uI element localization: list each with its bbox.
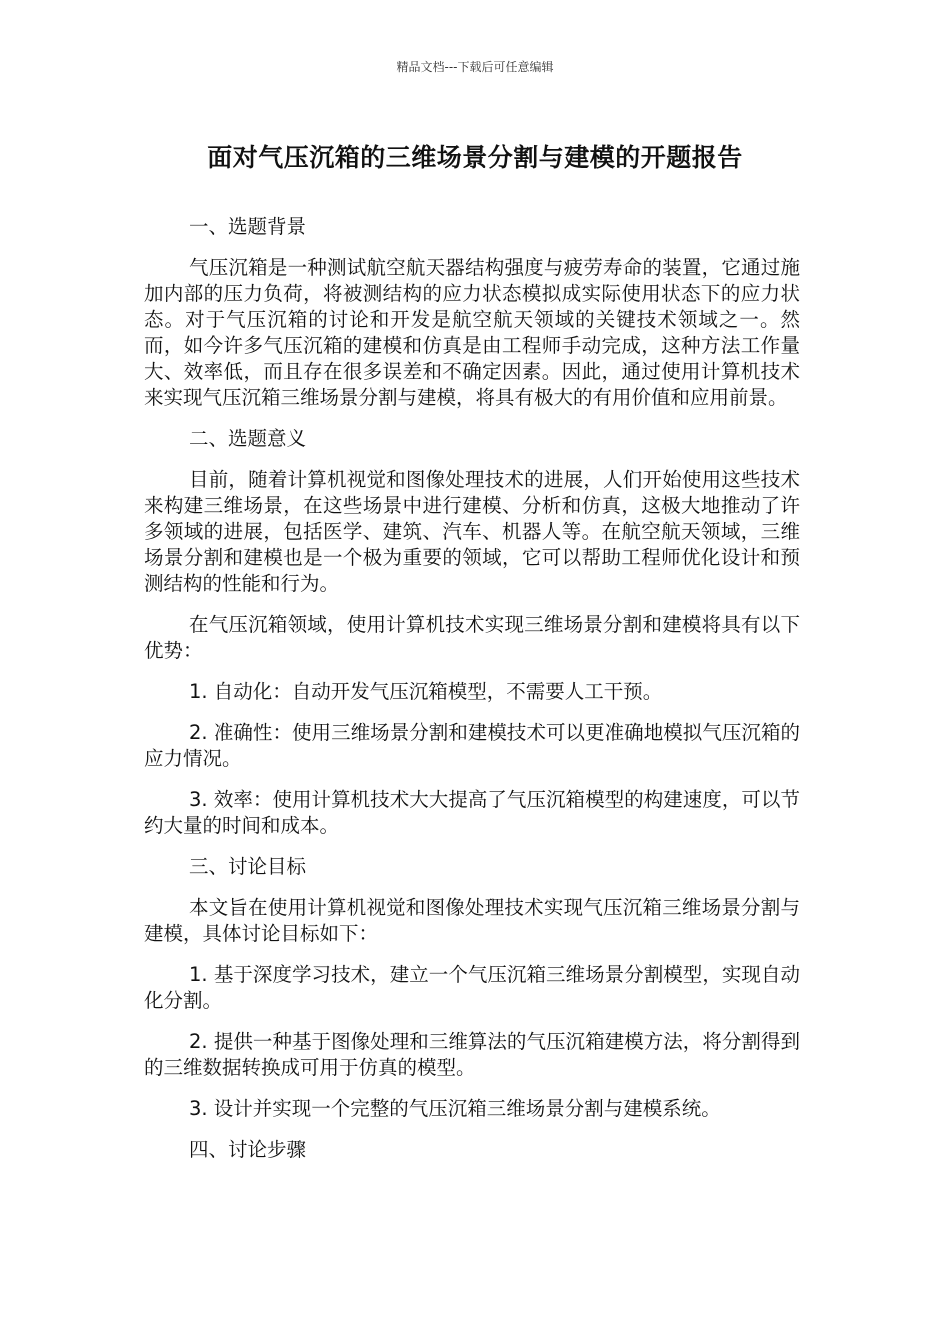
paragraph-advantages-intro: 在气压沉箱领域，使用计算机技术实现三维场景分割和建模将具有以下优势： [144, 613, 800, 662]
list-item-advantage-1: 1. 自动化：自动开发气压沉箱模型，不需要人工干预。 [189, 680, 663, 703]
document-title: 面对气压沉箱的三维场景分割与建模的开题报告 [207, 143, 743, 172]
list-item-advantage-3: 3. 效率：使用计算机技术大大提高了气压沉箱模型的构建速度，可以节约大量的时间和成本。 [144, 788, 800, 837]
paragraph-significance: 目前，随着计算机视觉和图像处理技术的进展，人们开始使用这些技术来构建三维场景，在这些场景中进行建模、分析和仿真，这极大地推动了许多领域的进展，包括医学、建筑、汽车、机器人等。在航空航天领域，三维场景分割和建模也是一个极为重要的领域，它可以帮助工程师优化设计和预测结构的性能和行为。 [144, 468, 800, 595]
list-item-objective-1: 1. 基于深度学习技术，建立一个气压沉箱三维场景分割模型，实现自动化分割。 [144, 963, 800, 1012]
paragraph-background: 气压沉箱是一种测试航空航天器结构强度与疲劳寿命的装置，它通过施加内部的压力负荷，将被测结构的应力状态模拟成实际使用状态下的应力状态。对于气压沉箱的讨论和开发是航空航天领域的关键技术领域之一。然而，如今许多气压沉箱的建模和仿真是由工程师手动完成，这种方法工作量大、效率低，而且存在很多误差和不确定因素。因此，通过使用计算机技术来实现气压沉箱三维场景分割与建模，将具有极大的有用价值和应用前景。 [144, 256, 800, 409]
list-item-objective-3: 3. 设计并实现一个完整的气压沉箱三维场景分割与建模系统。 [189, 1097, 721, 1120]
list-item-objective-2: 2. 提供一种基于图像处理和三维算法的气压沉箱建模方法，将分割得到的三维数据转换成可用于仿真的模型。 [144, 1030, 800, 1079]
list-item-advantage-2: 2. 准确性：使用三维场景分割和建模技术可以更准确地模拟气压沉箱的应力情况。 [144, 721, 800, 770]
section-heading-significance: 二、选题意义 [189, 427, 307, 450]
page-header: 精品文档---下载后可任意编辑 [396, 60, 554, 74]
section-heading-steps: 四、讨论步骤 [189, 1138, 307, 1161]
paragraph-objectives-intro: 本文旨在使用计算机视觉和图像处理技术实现气压沉箱三维场景分割与建模，具体讨论目标如下： [144, 896, 800, 945]
section-heading-background: 一、选题背景 [189, 215, 307, 238]
section-heading-objectives: 三、讨论目标 [189, 855, 307, 878]
document-body [144, 214, 800, 1178]
